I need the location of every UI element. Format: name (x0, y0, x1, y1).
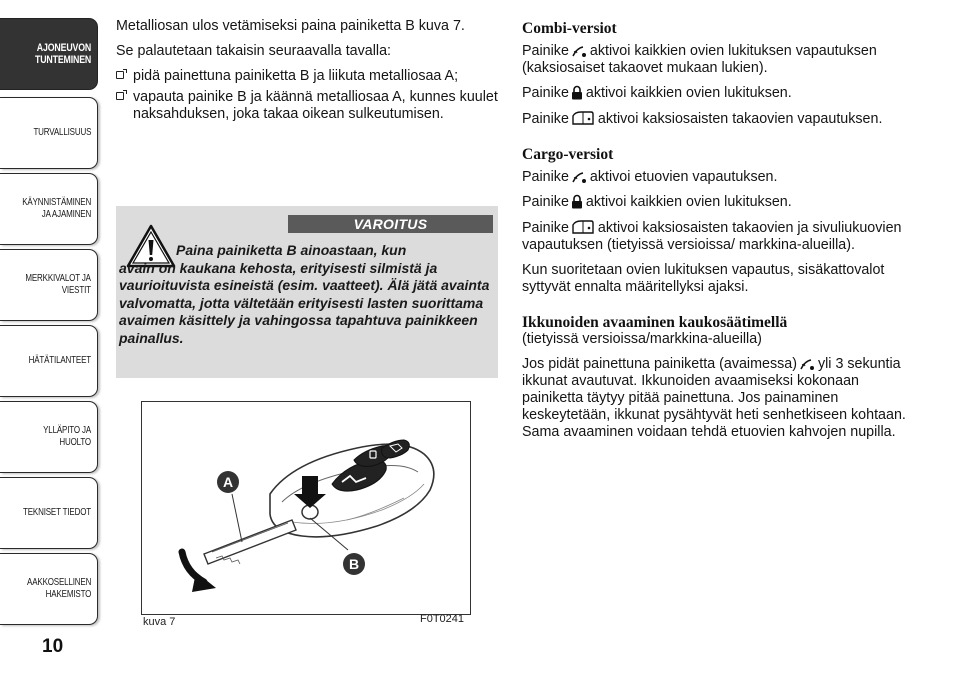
word: Painike (522, 43, 569, 59)
section-heading-windows: Ikkunoiden avaaminen kaukosäätimellä (522, 314, 788, 331)
tab-yllapito[interactable] (0, 401, 98, 473)
paragraph (522, 356, 922, 441)
text: aktivoi kaikkien ovien lukituksen. (585, 194, 792, 210)
paragraph: Metalliosan ulos vetämiseksi paina painiketta B kuva 7. (116, 18, 465, 34)
tab-label: HÄTÄTILANTEET (28, 355, 91, 366)
text: aktivoi kaikkien ovien lukituksen. (585, 85, 792, 101)
rear-door-icon (571, 219, 595, 235)
paragraph (522, 43, 922, 77)
text: aktivoi kaksiosaisten takaovien ja sivuliukuovien vapautuksen (tietyissä versioissa/ markkina-alueilla). (522, 220, 902, 253)
right-column (522, 20, 922, 449)
text: aktivoi kaksiosaisten takaovien vapautuksen. (597, 111, 883, 127)
warning-box (116, 206, 498, 378)
warning-title: VAROITUS (288, 215, 493, 233)
paragraph (522, 169, 922, 186)
paragraph: Se palautetaan takaisin seuraavalla tavalla: (116, 43, 391, 59)
paragraph (522, 85, 922, 102)
figure-caption: kuva 7 (143, 616, 176, 628)
warning-text (119, 242, 494, 347)
tab-hatatilanteet[interactable] (0, 325, 98, 397)
word: Painike (522, 111, 569, 127)
padlock-icon (571, 85, 583, 100)
padlock-icon (571, 194, 583, 209)
page-number: 10 (42, 636, 64, 657)
word: Painike (522, 194, 569, 210)
paragraph: Kun suoritetaan ovien lukituksen vapautus, sisäkattovalot syttyvät ennalta määritellyksi ajaksi. (522, 262, 885, 295)
tab-aakkosellinen-hakemisto[interactable] (0, 553, 98, 625)
label-b: B (348, 556, 360, 572)
left-column (116, 18, 496, 127)
unlock-key-icon (571, 170, 587, 184)
paragraph (522, 194, 922, 211)
warning-text-line1: Paina painiketta B ainoastaan, kun (176, 242, 407, 258)
list-item-text: vapauta painike B ja käännä metalliosaa A, kunnes kuulet naksahduksen, joka takaa oikean sulkeutumisen. (133, 89, 498, 122)
tab-label: TURVALLISUUS (33, 127, 91, 138)
paragraph (522, 219, 922, 254)
tab-label: AJONEUVON TUNTEMINEN (34, 42, 91, 66)
tab-turvallisuus[interactable] (0, 97, 98, 169)
section-heading-cargo: Cargo-versiot (522, 146, 614, 163)
tab-label: AAKKOSELLINEN HAKEMISTO (26, 577, 91, 600)
tab-kaynnistaminen[interactable] (0, 173, 98, 245)
flip-key-illustration (142, 402, 471, 615)
list-item (116, 68, 493, 85)
unlock-key-icon (799, 357, 815, 371)
tab-tekniset-tiedot[interactable] (0, 477, 98, 549)
section-heading-combi: Combi-versiot (522, 20, 617, 37)
unlock-key-icon (571, 44, 587, 58)
label-a: A (222, 474, 234, 490)
checkbox-bullet-icon (116, 92, 124, 100)
rear-door-icon (571, 110, 595, 126)
warning-text-rest: avain on kaukana kehosta, erityisesti silmistä ja vaurioituvista esineistä (esim. vaatteet). Älä jätä avainta valvomatta, jotta vältetään erityisesti lasten suorittama avaimen käsittely ja vahingossa tapahtuva painikkeen painallus. (119, 259, 490, 346)
list-item (116, 89, 498, 123)
text: aktivoi kaikkien ovien lukituksen vapautuksen (kaksiosaiset takaovet mukaan lukien). (522, 43, 877, 76)
text: aktivoi etuovien vapautuksen. (589, 169, 778, 185)
list-item-text: pidä painettuna painiketta B ja liikuta metalliosaa A; (133, 68, 459, 84)
paragraph (522, 110, 922, 128)
checkbox-bullet-icon (116, 71, 124, 79)
word: Painike (522, 85, 569, 101)
tab-merkkivalot[interactable] (0, 249, 98, 321)
tab-ajoneuvon-tunteminen[interactable] (0, 18, 98, 90)
tab-label: TEKNISET TIEDOT (23, 507, 91, 518)
tab-label: YLLÄPITO JA HUOLTO (43, 425, 91, 448)
text: yli 3 sekuntia ikkunat avautuvat. Ikkunoiden avaamiseksi kokonaan painiketta täytyy pitää painettuna. Jos painaminen keskeytetään, ikkunat pysähtyvät heti senhetkiseen kohtaan. Sama avaaminen voidaan tehdä etuovien kahvojen nupilla. (522, 356, 906, 440)
tab-label: MERKKIVALOT JA VIESTIT (25, 273, 91, 296)
text: Jos pidät painettuna painiketta (avaimessa) (522, 356, 797, 372)
tab-label: KÄYNNISTÄMINEN JA AJAMINEN (22, 197, 91, 220)
subheading: (tietyissä versioissa/markkina-alueilla) (522, 331, 762, 347)
word: Painike (522, 220, 569, 236)
key-figure (141, 401, 471, 615)
word: Painike (522, 169, 569, 185)
figure-code: F0T0241 (420, 613, 465, 625)
